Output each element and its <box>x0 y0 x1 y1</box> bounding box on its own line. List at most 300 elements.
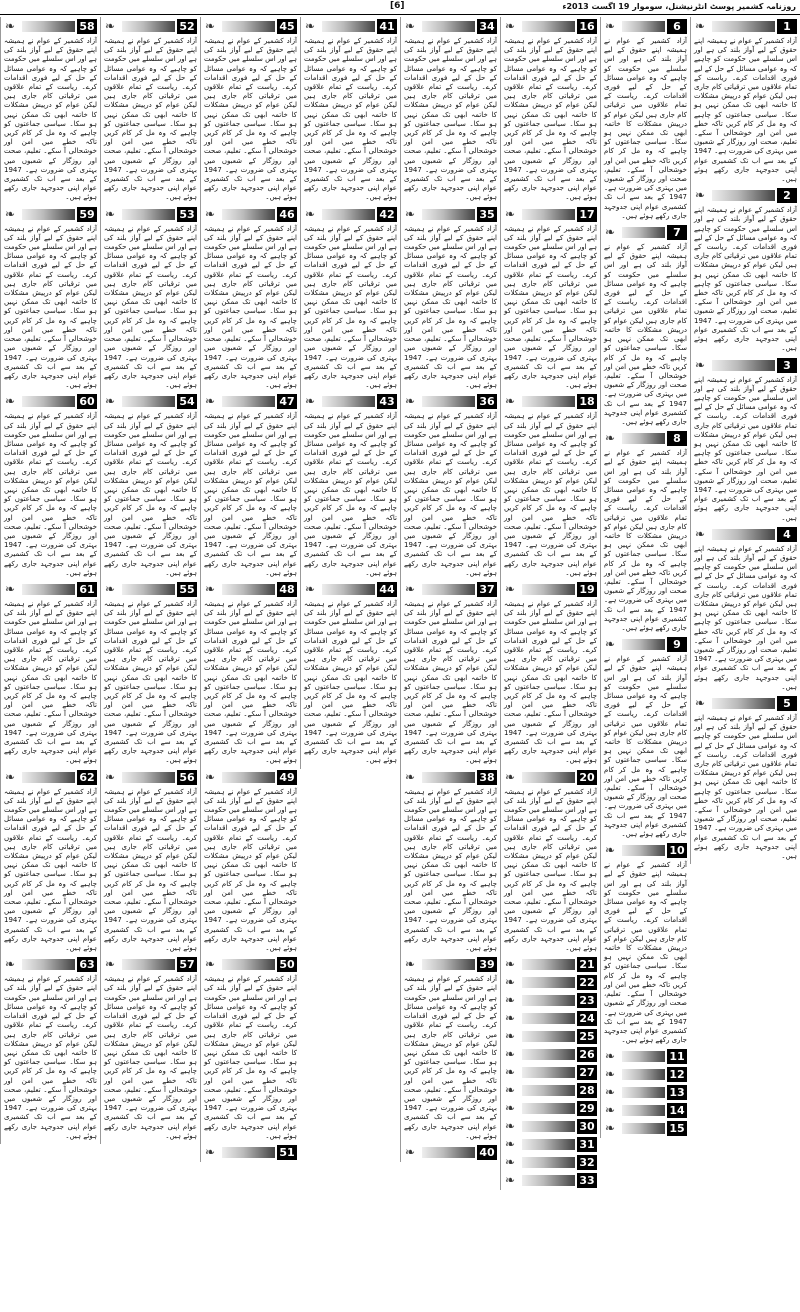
article-text: آزاد کشمیر کے عوام نے ہمیشہ اپنے حقوق کے لیے آواز بلند کی ہے اور اس سلسلے میں حکومت کو چاہیے کہ وہ عوامی مسائل کے حل کے لیے فوری اقدامات کرے۔ ریاست کے تمام علاقوں میں ترقیاتی کام جاری ہیں لیکن عوام کو درپیش مشکلات کا خاتمہ ابھی تک ممکن نہیں ہو سکا۔ سیاسی جماعتوں کو چاہیے کہ وہ مل کر کام کریں تاکہ خطے میں امن اور خوشحالی آ سکے۔ تعلیم، صحت اور روزگار کے شعبوں میں بہتری کی ضرورت ہے۔ 1947 کے بعد سے اب تک کشمیری عوام اپنی جدوجہد جاری رکھے ہوئے ہیں۔ <box>204 37 297 202</box>
header-bar <box>622 1087 665 1098</box>
header-bar <box>522 21 575 32</box>
bird-icon: ❧ <box>605 1049 616 1064</box>
bird-icon: ❧ <box>695 188 706 203</box>
article-text: آزاد کشمیر کے عوام نے ہمیشہ اپنے حقوق کے لیے آواز بلند کی ہے اور اس سلسلے میں حکومت کو چاہیے کہ وہ عوامی مسائل کے حل کے لیے فوری اقدامات کرے۔ ریاست کے تمام علاقوں میں ترقیاتی کام جاری ہیں لیکن عوام کو درپیش مشکلات کا خاتمہ ابھی تک ممکن نہیں ہو سکا۔ سیاسی جماعتوں کو چاہیے کہ وہ مل کر کام کریں تاکہ خطے میں امن اور خوشحالی آ سکے۔ تعلیم، صحت اور روزگار کے شعبوں میں بہتری کی ضرورت ہے۔ 1947 کے بعد سے اب تک کشمیری عوام اپنی جدوجہد جاری رکھے ہوئے ہیں۔ <box>604 37 687 220</box>
header-bar <box>622 21 665 32</box>
bird-icon: ❧ <box>205 957 216 972</box>
section-header <box>694 357 797 374</box>
section-number: 35 <box>477 207 497 222</box>
section-header <box>4 18 97 35</box>
section-number: 3 <box>777 358 797 373</box>
section-number: 7 <box>667 225 687 240</box>
article-column <box>690 17 800 864</box>
bird-icon: ❧ <box>505 1011 516 1026</box>
header-bar <box>22 959 75 970</box>
article-text: آزاد کشمیر کے عوام نے ہمیشہ اپنے حقوق کے لیے آواز بلند کی ہے اور اس سلسلے میں حکومت کو چاہیے کہ وہ عوامی مسائل کے حل کے لیے فوری اقدامات کرے۔ ریاست کے تمام علاقوں میں ترقیاتی کام جاری ہیں لیکن عوام کو درپیش مشکلات کا خاتمہ ابھی تک ممکن نہیں ہو سکا۔ سیاسی جماعتوں کو چاہیے کہ وہ مل کر کام کریں تاکہ خطے میں امن اور خوشحالی آ سکے۔ تعلیم، صحت اور روزگار کے شعبوں میں بہتری کی ضرورت ہے۔ 1947 کے بعد سے اب تک کشمیری عوام اپنی جدوجہد جاری رکھے ہوئے ہیں۔ <box>204 224 297 390</box>
section-header <box>104 581 197 598</box>
bird-icon: ❧ <box>305 581 316 596</box>
section-header <box>604 842 687 859</box>
bird-icon: ❧ <box>205 1144 216 1159</box>
section-header <box>304 393 397 410</box>
section-header <box>504 974 597 991</box>
header-bar <box>222 21 275 32</box>
header-bar <box>422 1147 475 1158</box>
header-bar <box>222 1147 275 1158</box>
section-number: 29 <box>577 1101 597 1116</box>
section-header <box>604 1066 687 1083</box>
bird-icon: ❧ <box>105 769 116 784</box>
article-text: آزاد کشمیر کے عوام نے ہمیشہ اپنے حقوق کے لیے آواز بلند کی ہے اور اس سلسلے میں حکومت کو چاہیے کہ وہ عوامی مسائل کے حل کے لیے فوری اقدامات کرے۔ ریاست کے تمام علاقوں میں ترقیاتی کام جاری ہیں لیکن عوام کو درپیش مشکلات کا خاتمہ ابھی تک ممکن نہیں ہو سکا۔ سیاسی جماعتوں کو چاہیے کہ وہ مل کر کام کریں تاکہ خطے میں امن اور خوشحالی آ سکے۔ تعلیم، صحت اور روزگار کے شعبوں میں بہتری کی ضرورت ہے۔ 1947 کے بعد سے اب تک کشمیری عوام اپنی جدوجہد جاری رکھے ہوئے ہیں۔ <box>4 787 97 953</box>
section-header <box>604 1120 687 1137</box>
bird-icon: ❧ <box>605 225 616 240</box>
section-header <box>694 526 797 543</box>
section-number: 61 <box>77 582 97 597</box>
section-number: 26 <box>577 1047 597 1062</box>
section-number: 25 <box>577 1029 597 1044</box>
article-text: آزاد کشمیر کے عوام نے ہمیشہ اپنے حقوق کے لیے آواز بلند کی ہے اور اس سلسلے میں حکومت کو چاہیے کہ وہ عوامی مسائل کے حل کے لیے فوری اقدامات کرے۔ ریاست کے تمام علاقوں میں ترقیاتی کام جاری ہیں لیکن عوام کو درپیش مشکلات کا خاتمہ ابھی تک ممکن نہیں ہو سکا۔ سیاسی جماعتوں کو چاہیے کہ وہ مل کر کام کریں تاکہ خطے میں امن اور خوشحالی آ سکے۔ تعلیم، صحت اور روزگار کے شعبوں میں بہتری کی ضرورت ہے۔ 1947 کے بعد سے اب تک کشمیری عوام اپنی جدوجہد جاری رکھے ہوئے ہیں۔ <box>404 599 497 765</box>
section-number: 62 <box>77 770 97 785</box>
article-text: آزاد کشمیر کے عوام نے ہمیشہ اپنے حقوق کے لیے آواز بلند کی ہے اور اس سلسلے میں حکومت کو چاہیے کہ وہ عوامی مسائل کے حل کے لیے فوری اقدامات کرے۔ ریاست کے تمام علاقوں میں ترقیاتی کام جاری ہیں لیکن عوام کو درپیش مشکلات کا خاتمہ ابھی تک ممکن نہیں ہو سکا۔ سیاسی جماعتوں کو چاہیے کہ وہ مل کر کام کریں تاکہ خطے میں امن اور خوشحالی آ سکے۔ تعلیم، صحت اور روزگار کے شعبوں میں بہتری کی ضرورت ہے۔ 1947 کے بعد سے اب تک کشمیری عوام اپنی جدوجہد جاری رکھے ہوئے ہیں۔ <box>404 975 497 1140</box>
section-header <box>4 581 97 598</box>
header-bar <box>122 584 175 595</box>
header-bar <box>522 1049 575 1060</box>
masthead <box>0 0 800 15</box>
bird-icon: ❧ <box>695 19 706 33</box>
page-number: [6] <box>390 1 405 11</box>
bird-icon: ❧ <box>105 581 116 596</box>
header-bar <box>422 21 475 32</box>
header-bar <box>22 772 75 783</box>
header-bar <box>122 21 175 32</box>
article-text: آزاد کشمیر کے عوام نے ہمیشہ اپنے حقوق کے لیے آواز بلند کی ہے اور اس سلسلے میں حکومت کو چاہیے کہ وہ عوامی مسائل کے حل کے لیے فوری اقدامات کرے۔ ریاست کے تمام علاقوں میں ترقیاتی کام جاری ہیں لیکن عوام کو درپیش مشکلات کا خاتمہ ابھی تک ممکن نہیں ہو سکا۔ سیاسی جماعتوں کو چاہیے کہ وہ مل کر کام کریں تاکہ خطے میں امن اور خوشحالی آ سکے۔ تعلیم، صحت اور روزگار کے شعبوں میں بہتری کی ضرورت ہے۔ 1947 کے بعد سے اب تک کشمیری عوام اپنی جدوجہد جاری رکھے ہوئے ہیں۔ <box>104 412 197 577</box>
header-bar <box>122 396 175 407</box>
section-header <box>4 769 97 786</box>
section-header <box>504 581 597 598</box>
article-text: آزاد کشمیر کے عوام نے ہمیشہ اپنے حقوق کے لیے آواز بلند کی ہے اور اس سلسلے میں حکومت کو چاہیے کہ وہ عوامی مسائل کے حل کے لیے فوری اقدامات کرے۔ ریاست کے تمام علاقوں میں ترقیاتی کام جاری ہیں لیکن عوام کو درپیش مشکلات کا خاتمہ ابھی تک ممکن نہیں ہو سکا۔ سیاسی جماعتوں کو چاہیے کہ وہ مل کر کام کریں تاکہ خطے میں امن اور خوشحالی آ سکے۔ تعلیم، صحت اور روزگار کے شعبوں میں بہتری کی ضرورت ہے۔ 1947 کے بعد سے اب تک کشمیری عوام اپنی جدوجہد جاری رکھے ہوئے ہیں۔ <box>604 655 687 839</box>
section-header <box>604 636 687 653</box>
article-text: آزاد کشمیر کے عوام نے ہمیشہ اپنے حقوق کے لیے آواز بلند کی ہے اور اس سلسلے میں حکومت کو چاہیے کہ وہ عوامی مسائل کے حل کے لیے فوری اقدامات کرے۔ ریاست کے تمام علاقوں میں ترقیاتی کام جاری ہیں لیکن عوام کو درپیش مشکلات کا خاتمہ ابھی تک ممکن نہیں ہو سکا۔ سیاسی جماعتوں کو چاہیے کہ وہ مل کر کام کریں تاکہ خطے میں امن اور خوشحالی آ سکے۔ تعلیم، صحت اور روزگار کے شعبوں میں بہتری کی ضرورت ہے۔ 1947 کے بعد سے اب تک کشمیری عوام اپنی جدوجہد جاری رکھے ہوئے ہیں۔ <box>4 599 97 765</box>
header-bar <box>622 227 665 238</box>
bird-icon: ❧ <box>5 581 16 596</box>
article-text: آزاد کشمیر کے عوام نے ہمیشہ اپنے حقوق کے لیے آواز بلند کی ہے اور اس سلسلے میں حکومت کو چاہیے کہ وہ عوامی مسائل کے حل کے لیے فوری اقدامات کرے۔ ریاست کے تمام علاقوں میں ترقیاتی کام جاری ہیں لیکن عوام کو درپیش مشکلات کا خاتمہ ابھی تک ممکن نہیں ہو سکا۔ سیاسی جماعتوں کو چاہیے کہ وہ مل کر کام کریں تاکہ خطے میں امن اور خوشحالی آ سکے۔ تعلیم، صحت اور روزگار کے شعبوں میں بہتری کی ضرورت ہے۔ 1947 کے بعد سے اب تک کشمیری عوام اپنی جدوجہد جاری رکھے ہوئے ہیں۔ <box>504 224 597 390</box>
section-header <box>504 206 597 223</box>
section-header <box>604 18 687 35</box>
article-text: آزاد کشمیر کے عوام نے ہمیشہ اپنے حقوق کے لیے آواز بلند کی ہے اور اس سلسلے میں حکومت کو چاہیے کہ وہ عوامی مسائل کے حل کے لیے فوری اقدامات کرے۔ ریاست کے تمام علاقوں میں ترقیاتی کام جاری ہیں لیکن عوام کو درپیش مشکلات کا خاتمہ ابھی تک ممکن نہیں ہو سکا۔ سیاسی جماعتوں کو چاہیے کہ وہ مل کر کام کریں تاکہ خطے میں امن اور خوشحالی آ سکے۔ تعلیم، صحت اور روزگار کے شعبوں میں بہتری کی ضرورت ہے۔ 1947 کے بعد سے اب تک کشمیری عوام اپنی جدوجہد جاری رکھے ہوئے ہیں۔ <box>4 412 97 577</box>
header-bar <box>522 584 575 595</box>
bird-icon: ❧ <box>505 1047 516 1062</box>
header-bar <box>522 1121 575 1132</box>
header-bar <box>422 959 475 970</box>
header-bar <box>122 959 175 970</box>
article-text: آزاد کشمیر کے عوام نے ہمیشہ اپنے حقوق کے لیے آواز بلند کی ہے اور اس سلسلے میں حکومت کو چاہیے کہ وہ عوامی مسائل کے حل کے لیے فوری اقدامات کرے۔ ریاست کے تمام علاقوں میں ترقیاتی کام جاری ہیں لیکن عوام کو درپیش مشکلات کا خاتمہ ابھی تک ممکن نہیں ہو سکا۔ سیاسی جماعتوں کو چاہیے کہ وہ مل کر کام کریں تاکہ خطے میں امن اور خوشحالی آ سکے۔ تعلیم، صحت اور روزگار کے شعبوں میں بہتری کی ضرورت ہے۔ 1947 کے بعد سے اب تک کشمیری عوام اپنی جدوجہد جاری رکھے ہوئے ہیں۔ <box>694 375 797 522</box>
article-text: آزاد کشمیر کے عوام نے ہمیشہ اپنے حقوق کے لیے آواز بلند کی ہے اور اس سلسلے میں حکومت کو چاہیے کہ وہ عوامی مسائل کے حل کے لیے فوری اقدامات کرے۔ ریاست کے تمام علاقوں میں ترقیاتی کام جاری ہیں لیکن عوام کو درپیش مشکلات کا خاتمہ ابھی تک ممکن نہیں ہو سکا۔ سیاسی جماعتوں کو چاہیے کہ وہ مل کر کام کریں تاکہ خطے میں امن اور خوشحالی آ سکے۔ تعلیم، صحت اور روزگار کے شعبوں میں بہتری کی ضرورت ہے۔ 1947 کے بعد سے اب تک کشمیری عوام اپنی جدوجہد جاری رکھے ہوئے ہیں۔ <box>694 37 797 184</box>
bird-icon: ❧ <box>5 206 16 221</box>
section-number: 1 <box>777 19 797 34</box>
article-text: آزاد کشمیر کے عوام نے ہمیشہ اپنے حقوق کے لیے آواز بلند کی ہے اور اس سلسلے میں حکومت کو چاہیے کہ وہ عوامی مسائل کے حل کے لیے فوری اقدامات کرے۔ ریاست کے تمام علاقوں میں ترقیاتی کام جاری ہیں لیکن عوام کو درپیش مشکلات کا خاتمہ ابھی تک ممکن نہیں ہو سکا۔ سیاسی جماعتوں کو چاہیے کہ وہ مل کر کام کریں تاکہ خطے میں امن اور خوشحالی آ سکے۔ تعلیم، صحت اور روزگار کے شعبوں میں بہتری کی ضرورت ہے۔ 1947 کے بعد سے اب تک کشمیری عوام اپنی جدوجہد جاری رکھے ہوئے ہیں۔ <box>604 449 687 632</box>
header-bar <box>712 529 775 540</box>
header-bar <box>422 396 475 407</box>
article-text: آزاد کشمیر کے عوام نے ہمیشہ اپنے حقوق کے لیے آواز بلند کی ہے اور اس سلسلے میں حکومت کو چاہیے کہ وہ عوامی مسائل کے حل کے لیے فوری اقدامات کرے۔ ریاست کے تمام علاقوں میں ترقیاتی کام جاری ہیں لیکن عوام کو درپیش مشکلات کا خاتمہ ابھی تک ممکن نہیں ہو سکا۔ سیاسی جماعتوں کو چاہیے کہ وہ مل کر کام کریں تاکہ خطے میں امن اور خوشحالی آ سکے۔ تعلیم، صحت اور روزگار کے شعبوں میں بہتری کی ضرورت ہے۔ 1947 کے بعد سے اب تک کشمیری عوام اپنی جدوجہد جاری رکھے ہوئے ہیں۔ <box>204 412 297 577</box>
article-text: آزاد کشمیر کے عوام نے ہمیشہ اپنے حقوق کے لیے آواز بلند کی ہے اور اس سلسلے میں حکومت کو چاہیے کہ وہ عوامی مسائل کے حل کے لیے فوری اقدامات کرے۔ ریاست کے تمام علاقوں میں ترقیاتی کام جاری ہیں لیکن عوام کو درپیش مشکلات کا خاتمہ ابھی تک ممکن نہیں ہو سکا۔ سیاسی جماعتوں کو چاہیے کہ وہ مل کر کام کریں تاکہ خطے میں امن اور خوشحالی آ سکے۔ تعلیم، صحت اور روزگار کے شعبوں میں بہتری کی ضرورت ہے۔ 1947 کے بعد سے اب تک کشمیری عوام اپنی جدوجہد جاری رکھے ہوئے ہیں۔ <box>504 412 597 577</box>
section-number: 47 <box>277 394 297 409</box>
bird-icon: ❧ <box>5 769 16 784</box>
section-header <box>504 1082 597 1099</box>
header-bar <box>22 21 75 32</box>
section-number: 8 <box>667 431 687 446</box>
section-number: 17 <box>577 207 597 222</box>
section-number: 59 <box>77 207 97 222</box>
section-number: 11 <box>667 1049 687 1064</box>
section-number: 46 <box>277 207 297 222</box>
header-bar <box>222 959 275 970</box>
section-header <box>204 1144 297 1161</box>
header-bar <box>422 772 475 783</box>
header-bar <box>322 584 375 595</box>
article-text: آزاد کشمیر کے عوام نے ہمیشہ اپنے حقوق کے لیے آواز بلند کی ہے اور اس سلسلے میں حکومت کو چاہیے کہ وہ عوامی مسائل کے حل کے لیے فوری اقدامات کرے۔ ریاست کے تمام علاقوں میں ترقیاتی کام جاری ہیں لیکن عوام کو درپیش مشکلات کا خاتمہ ابھی تک ممکن نہیں ہو سکا۔ سیاسی جماعتوں کو چاہیے کہ وہ مل کر کام کریں تاکہ خطے میں امن اور خوشحالی آ سکے۔ تعلیم، صحت اور روزگار کے شعبوں میں بہتری کی ضرورت ہے۔ 1947 کے بعد سے اب تک کشمیری عوام اپنی جدوجہد جاری رکھے ہوئے ہیں۔ <box>504 787 597 953</box>
header-bar <box>622 639 665 650</box>
header-bar <box>622 433 665 444</box>
bird-icon: ❧ <box>205 769 216 784</box>
section-number: 60 <box>77 394 97 409</box>
section-number: 51 <box>277 1145 297 1160</box>
bird-icon: ❧ <box>695 357 706 372</box>
bird-icon: ❧ <box>605 431 616 446</box>
bird-icon: ❧ <box>405 19 416 33</box>
bird-icon: ❧ <box>505 1029 516 1044</box>
section-number: 16 <box>577 19 597 34</box>
header-bar <box>322 21 375 32</box>
article-text: آزاد کشمیر کے عوام نے ہمیشہ اپنے حقوق کے لیے آواز بلند کی ہے اور اس سلسلے میں حکومت کو چاہیے کہ وہ عوامی مسائل کے حل کے لیے فوری اقدامات کرے۔ ریاست کے تمام علاقوں میں ترقیاتی کام جاری ہیں لیکن عوام کو درپیش مشکلات کا خاتمہ ابھی تک ممکن نہیں ہو سکا۔ سیاسی جماعتوں کو چاہیے کہ وہ مل کر کام کریں تاکہ خطے میں امن اور خوشحالی آ سکے۔ تعلیم، صحت اور روزگار کے شعبوں میں بہتری کی ضرورت ہے۔ 1947 کے بعد سے اب تک کشمیری عوام اپنی جدوجہد جاری رکھے ہوئے ہیں۔ <box>604 861 687 1045</box>
article-column <box>600 17 690 1138</box>
section-number: 22 <box>577 975 597 990</box>
header-bar <box>522 1157 575 1168</box>
header-bar <box>712 698 775 709</box>
section-header <box>304 581 397 598</box>
header-bar <box>522 772 575 783</box>
bird-icon: ❧ <box>505 1137 516 1152</box>
header-bar <box>22 209 75 220</box>
section-header <box>504 1136 597 1153</box>
section-number: 13 <box>667 1085 687 1100</box>
section-header <box>304 18 397 35</box>
section-header <box>404 393 497 410</box>
bird-icon: ❧ <box>405 394 416 409</box>
article-text: آزاد کشمیر کے عوام نے ہمیشہ اپنے حقوق کے لیے آواز بلند کی ہے اور اس سلسلے میں حکومت کو چاہیے کہ وہ عوامی مسائل کے حل کے لیے فوری اقدامات کرے۔ ریاست کے تمام علاقوں میں ترقیاتی کام جاری ہیں لیکن عوام کو درپیش مشکلات کا خاتمہ ابھی تک ممکن نہیں ہو سکا۔ سیاسی جماعتوں کو چاہیے کہ وہ مل کر کام کریں تاکہ خطے میں امن اور خوشحالی آ سکے۔ تعلیم، صحت اور روزگار کے شعبوں میں بہتری کی ضرورت ہے۔ 1947 کے بعد سے اب تک کشمیری عوام اپنی جدوجہد جاری رکھے ہوئے ہیں۔ <box>404 37 497 202</box>
header-bar <box>622 845 665 856</box>
header-bar <box>522 1085 575 1096</box>
section-number: 40 <box>477 1145 497 1160</box>
section-header <box>204 956 297 973</box>
bird-icon: ❧ <box>205 394 216 409</box>
section-number: 19 <box>577 582 597 597</box>
section-header <box>204 206 297 223</box>
bird-icon: ❧ <box>405 581 416 596</box>
header-bar <box>122 772 175 783</box>
bird-icon: ❧ <box>605 637 616 652</box>
article-column <box>500 17 600 1190</box>
article-column <box>400 17 500 1162</box>
article-column <box>200 17 300 1162</box>
section-number: 12 <box>667 1067 687 1082</box>
article-text: آزاد کشمیر کے عوام نے ہمیشہ اپنے حقوق کے لیے آواز بلند کی ہے اور اس سلسلے میں حکومت کو چاہیے کہ وہ عوامی مسائل کے حل کے لیے فوری اقدامات کرے۔ ریاست کے تمام علاقوں میں ترقیاتی کام جاری ہیں لیکن عوام کو درپیش مشکلات کا خاتمہ ابھی تک ممکن نہیں ہو سکا۔ سیاسی جماعتوں کو چاہیے کہ وہ مل کر کام کریں تاکہ خطے میں امن اور خوشحالی آ سکے۔ تعلیم، صحت اور روزگار کے شعبوں میں بہتری کی ضرورت ہے۔ 1947 کے بعد سے اب تک کشمیری عوام اپنی جدوجہد جاری رکھے ہوئے ہیں۔ <box>504 599 597 765</box>
section-header <box>104 393 197 410</box>
section-header <box>604 1084 687 1101</box>
section-number: 37 <box>477 582 497 597</box>
section-number: 9 <box>667 637 687 652</box>
bird-icon: ❧ <box>505 957 516 972</box>
section-header <box>504 1172 597 1189</box>
article-text: آزاد کشمیر کے عوام نے ہمیشہ اپنے حقوق کے لیے آواز بلند کی ہے اور اس سلسلے میں حکومت کو چاہیے کہ وہ عوامی مسائل کے حل کے لیے فوری اقدامات کرے۔ ریاست کے تمام علاقوں میں ترقیاتی کام جاری ہیں لیکن عوام کو درپیش مشکلات کا خاتمہ ابھی تک ممکن نہیں ہو سکا۔ سیاسی جماعتوں کو چاہیے کہ وہ مل کر کام کریں تاکہ خطے میں امن اور خوشحالی آ سکے۔ تعلیم، صحت اور روزگار کے شعبوں میں بہتری کی ضرورت ہے۔ 1947 کے بعد سے اب تک کشمیری عوام اپنی جدوجہد جاری رکھے ہوئے ہیں۔ <box>204 787 297 953</box>
section-header <box>504 956 597 973</box>
section-number: 6 <box>667 19 687 34</box>
header-bar <box>522 1031 575 1042</box>
bird-icon: ❧ <box>205 581 216 596</box>
section-header <box>694 187 797 204</box>
header-bar <box>522 1175 575 1186</box>
section-number: 30 <box>577 1119 597 1134</box>
section-number: 2 <box>777 188 797 203</box>
section-header <box>104 18 197 35</box>
article-text: آزاد کشمیر کے عوام نے ہمیشہ اپنے حقوق کے لیے آواز بلند کی ہے اور اس سلسلے میں حکومت کو چاہیے کہ وہ عوامی مسائل کے حل کے لیے فوری اقدامات کرے۔ ریاست کے تمام علاقوں میں ترقیاتی کام جاری ہیں لیکن عوام کو درپیش مشکلات کا خاتمہ ابھی تک ممکن نہیں ہو سکا۔ سیاسی جماعتوں کو چاہیے کہ وہ مل کر کام کریں تاکہ خطے میں امن اور خوشحالی آ سکے۔ تعلیم، صحت اور روزگار کے شعبوں میں بہتری کی ضرورت ہے۔ 1947 کے بعد سے اب تک کشمیری عوام اپنی جدوجہد جاری رکھے ہوئے ہیں۔ <box>504 37 597 202</box>
header-bar <box>622 1069 665 1080</box>
section-number: 49 <box>277 770 297 785</box>
section-header <box>694 18 797 35</box>
section-header <box>304 206 397 223</box>
section-header <box>104 769 197 786</box>
section-number: 31 <box>577 1137 597 1152</box>
article-text: آزاد کشمیر کے عوام نے ہمیشہ اپنے حقوق کے لیے آواز بلند کی ہے اور اس سلسلے میں حکومت کو چاہیے کہ وہ عوامی مسائل کے حل کے لیے فوری اقدامات کرے۔ ریاست کے تمام علاقوں میں ترقیاتی کام جاری ہیں لیکن عوام کو درپیش مشکلات کا خاتمہ ابھی تک ممکن نہیں ہو سکا۔ سیاسی جماعتوں کو چاہیے کہ وہ مل کر کام کریں تاکہ خطے میں امن اور خوشحالی آ سکے۔ تعلیم، صحت اور روزگار کے شعبوں میں بہتری کی ضرورت ہے۔ 1947 کے بعد سے اب تک کشمیری عوام اپنی جدوجہد جاری رکھے ہوئے ہیں۔ <box>104 599 197 765</box>
section-number: 53 <box>177 207 197 222</box>
header-bar <box>522 1067 575 1078</box>
bird-icon: ❧ <box>405 769 416 784</box>
bird-icon: ❧ <box>505 206 516 221</box>
section-header <box>204 393 297 410</box>
header-bar <box>522 396 575 407</box>
section-number: 38 <box>477 770 497 785</box>
section-number: 41 <box>377 19 397 34</box>
section-header <box>604 224 687 241</box>
article-text: آزاد کشمیر کے عوام نے ہمیشہ اپنے حقوق کے لیے آواز بلند کی ہے اور اس سلسلے میں حکومت کو چاہیے کہ وہ عوامی مسائل کے حل کے لیے فوری اقدامات کرے۔ ریاست کے تمام علاقوں میں ترقیاتی کام جاری ہیں لیکن عوام کو درپیش مشکلات کا خاتمہ ابھی تک ممکن نہیں ہو سکا۔ سیاسی جماعتوں کو چاہیے کہ وہ مل کر کام کریں تاکہ خطے میں امن اور خوشحالی آ سکے۔ تعلیم، صحت اور روزگار کے شعبوں میں بہتری کی ضرورت ہے۔ 1947 کے بعد سے اب تک کشمیری عوام اپنی جدوجہد جاری رکھے ہوئے ہیں۔ <box>694 206 797 353</box>
header-bar <box>222 772 275 783</box>
bird-icon: ❧ <box>605 1121 616 1136</box>
article-text: آزاد کشمیر کے عوام نے ہمیشہ اپنے حقوق کے لیے آواز بلند کی ہے اور اس سلسلے میں حکومت کو چاہیے کہ وہ عوامی مسائل کے حل کے لیے فوری اقدامات کرے۔ ریاست کے تمام علاقوں میں ترقیاتی کام جاری ہیں لیکن عوام کو درپیش مشکلات کا خاتمہ ابھی تک ممکن نہیں ہو سکا۔ سیاسی جماعتوں کو چاہیے کہ وہ مل کر کام کریں تاکہ خطے میں امن اور خوشحالی آ سکے۔ تعلیم، صحت اور روزگار کے شعبوں میں بہتری کی ضرورت ہے۔ 1947 کے بعد سے اب تک کشمیری عوام اپنی جدوجہد جاری رکھے ہوئے ہیں۔ <box>404 787 497 953</box>
bird-icon: ❧ <box>5 394 16 409</box>
bird-icon: ❧ <box>5 957 16 972</box>
section-header <box>404 581 497 598</box>
section-number: 56 <box>177 770 197 785</box>
bird-icon: ❧ <box>505 1119 516 1134</box>
section-header <box>504 1100 597 1117</box>
header-bar <box>322 396 375 407</box>
section-header <box>204 18 297 35</box>
section-number: 4 <box>777 527 797 542</box>
section-header <box>404 1144 497 1161</box>
bird-icon: ❧ <box>105 957 116 972</box>
section-number: 33 <box>577 1173 597 1188</box>
article-text: آزاد کشمیر کے عوام نے ہمیشہ اپنے حقوق کے لیے آواز بلند کی ہے اور اس سلسلے میں حکومت کو چاہیے کہ وہ عوامی مسائل کے حل کے لیے فوری اقدامات کرے۔ ریاست کے تمام علاقوں میں ترقیاتی کام جاری ہیں لیکن عوام کو درپیش مشکلات کا خاتمہ ابھی تک ممکن نہیں ہو سکا۔ سیاسی جماعتوں کو چاہیے کہ وہ مل کر کام کریں تاکہ خطے میں امن اور خوشحالی آ سکے۔ تعلیم، صحت اور روزگار کے شعبوں میں بہتری کی ضرورت ہے۔ 1947 کے بعد سے اب تک کشمیری عوام اپنی جدوجہد جاری رکھے ہوئے ہیں۔ <box>404 412 497 577</box>
bird-icon: ❧ <box>505 19 516 33</box>
article-text: آزاد کشمیر کے عوام نے ہمیشہ اپنے حقوق کے لیے آواز بلند کی ہے اور اس سلسلے میں حکومت کو چاہیے کہ وہ عوامی مسائل کے حل کے لیے فوری اقدامات کرے۔ ریاست کے تمام علاقوں میں ترقیاتی کام جاری ہیں لیکن عوام کو درپیش مشکلات کا خاتمہ ابھی تک ممکن نہیں ہو سکا۔ سیاسی جماعتوں کو چاہیے کہ وہ مل کر کام کریں تاکہ خطے میں امن اور خوشحالی آ سکے۔ تعلیم، صحت اور روزگار کے شعبوں میں بہتری کی ضرورت ہے۔ 1947 کے بعد سے اب تک کشمیری عوام اپنی جدوجہد جاری رکھے ہوئے ہیں۔ <box>304 412 397 577</box>
header-bar <box>522 209 575 220</box>
bird-icon: ❧ <box>605 19 616 33</box>
section-header <box>604 1048 687 1065</box>
section-header <box>104 956 197 973</box>
bird-icon: ❧ <box>505 1155 516 1170</box>
section-number: 54 <box>177 394 197 409</box>
bird-icon: ❧ <box>505 769 516 784</box>
bird-icon: ❧ <box>505 1065 516 1080</box>
section-header <box>604 430 687 447</box>
section-header <box>104 206 197 223</box>
bird-icon: ❧ <box>405 1144 416 1159</box>
bird-icon: ❧ <box>605 1103 616 1118</box>
section-number: 50 <box>277 957 297 972</box>
bird-icon: ❧ <box>305 19 316 33</box>
article-text: آزاد کشمیر کے عوام نے ہمیشہ اپنے حقوق کے لیے آواز بلند کی ہے اور اس سلسلے میں حکومت کو چاہیے کہ وہ عوامی مسائل کے حل کے لیے فوری اقدامات کرے۔ ریاست کے تمام علاقوں میں ترقیاتی کام جاری ہیں لیکن عوام کو درپیش مشکلات کا خاتمہ ابھی تک ممکن نہیں ہو سکا۔ سیاسی جماعتوں کو چاہیے کہ وہ مل کر کام کریں تاکہ خطے میں امن اور خوشحالی آ سکے۔ تعلیم، صحت اور روزگار کے شعبوں میں بہتری کی ضرورت ہے۔ 1947 کے بعد سے اب تک کشمیری عوام اپنی جدوجہد جاری رکھے ہوئے ہیں۔ <box>4 975 97 1140</box>
bird-icon: ❧ <box>105 19 116 33</box>
header-bar <box>712 21 775 32</box>
bird-icon: ❧ <box>405 957 416 972</box>
bird-icon: ❧ <box>505 581 516 596</box>
bird-icon: ❧ <box>605 1067 616 1082</box>
section-header <box>504 393 597 410</box>
article-text: آزاد کشمیر کے عوام نے ہمیشہ اپنے حقوق کے لیے آواز بلند کی ہے اور اس سلسلے میں حکومت کو چاہیے کہ وہ عوامی مسائل کے حل کے لیے فوری اقدامات کرے۔ ریاست کے تمام علاقوں میں ترقیاتی کام جاری ہیں لیکن عوام کو درپیش مشکلات کا خاتمہ ابھی تک ممکن نہیں ہو سکا۔ سیاسی جماعتوں کو چاہیے کہ وہ مل کر کام کریں تاکہ خطے میں امن اور خوشحالی آ سکے۔ تعلیم، صحت اور روزگار کے شعبوں میں بہتری کی ضرورت ہے۔ 1947 کے بعد سے اب تک کشمیری عوام اپنی جدوجہد جاری رکھے ہوئے ہیں۔ <box>104 224 197 390</box>
bird-icon: ❧ <box>305 394 316 409</box>
section-number: 24 <box>577 1011 597 1026</box>
section-header <box>404 956 497 973</box>
section-number: 52 <box>177 19 197 34</box>
section-header <box>504 1154 597 1171</box>
article-text: آزاد کشمیر کے عوام نے ہمیشہ اپنے حقوق کے لیے آواز بلند کی ہے اور اس سلسلے میں حکومت کو چاہیے کہ وہ عوامی مسائل کے حل کے لیے فوری اقدامات کرے۔ ریاست کے تمام علاقوں میں ترقیاتی کام جاری ہیں لیکن عوام کو درپیش مشکلات کا خاتمہ ابھی تک ممکن نہیں ہو سکا۔ سیاسی جماعتوں کو چاہیے کہ وہ مل کر کام کریں تاکہ خطے میں امن اور خوشحالی آ سکے۔ تعلیم، صحت اور روزگار کے شعبوں میں بہتری کی ضرورت ہے۔ 1947 کے بعد سے اب تک کشمیری عوام اپنی جدوجہد جاری رکھے ہوئے ہیں۔ <box>304 224 397 390</box>
section-header <box>404 18 497 35</box>
section-number: 57 <box>177 957 197 972</box>
header-bar <box>22 584 75 595</box>
article-text: آزاد کشمیر کے عوام نے ہمیشہ اپنے حقوق کے لیے آواز بلند کی ہے اور اس سلسلے میں حکومت کو چاہیے کہ وہ عوامی مسائل کے حل کے لیے فوری اقدامات کرے۔ ریاست کے تمام علاقوں میں ترقیاتی کام جاری ہیں لیکن عوام کو درپیش مشکلات کا خاتمہ ابھی تک ممکن نہیں ہو سکا۔ سیاسی جماعتوں کو چاہیے کہ وہ مل کر کام کریں تاکہ خطے میں امن اور خوشحالی آ سکے۔ تعلیم، صحت اور روزگار کے شعبوں میں بہتری کی ضرورت ہے۔ 1947 کے بعد سے اب تک کشمیری عوام اپنی جدوجہد جاری رکھے ہوئے ہیں۔ <box>694 544 797 691</box>
section-number: 28 <box>577 1083 597 1098</box>
section-number: 32 <box>577 1155 597 1170</box>
section-number: 39 <box>477 957 497 972</box>
bird-icon: ❧ <box>695 526 706 541</box>
article-text: آزاد کشمیر کے عوام نے ہمیشہ اپنے حقوق کے لیے آواز بلند کی ہے اور اس سلسلے میں حکومت کو چاہیے کہ وہ عوامی مسائل کے حل کے لیے فوری اقدامات کرے۔ ریاست کے تمام علاقوں میں ترقیاتی کام جاری ہیں لیکن عوام کو درپیش مشکلات کا خاتمہ ابھی تک ممکن نہیں ہو سکا۔ سیاسی جماعتوں کو چاہیے کہ وہ مل کر کام کریں تاکہ خطے میں امن اور خوشحالی آ سکے۔ تعلیم، صحت اور روزگار کے شعبوں میں بہتری کی ضرورت ہے۔ 1947 کے بعد سے اب تک کشمیری عوام اپنی جدوجہد جاری رکھے ہوئے ہیں۔ <box>4 37 97 202</box>
section-number: 58 <box>77 19 97 34</box>
bird-icon: ❧ <box>605 843 616 858</box>
header-bar <box>522 1013 575 1024</box>
section-number: 18 <box>577 394 597 409</box>
header-bar <box>22 396 75 407</box>
section-header <box>504 769 597 786</box>
header-bar <box>522 1103 575 1114</box>
section-number: 21 <box>577 957 597 972</box>
header-bar <box>712 190 775 201</box>
header-bar <box>222 584 275 595</box>
section-number: 23 <box>577 993 597 1008</box>
section-number: 45 <box>277 19 297 34</box>
section-header <box>504 1118 597 1135</box>
bird-icon: ❧ <box>505 394 516 409</box>
section-header <box>504 18 597 35</box>
article-column <box>300 17 400 769</box>
bird-icon: ❧ <box>205 206 216 221</box>
section-header <box>504 1028 597 1045</box>
section-header <box>404 769 497 786</box>
article-text: آزاد کشمیر کے عوام نے ہمیشہ اپنے حقوق کے لیے آواز بلند کی ہے اور اس سلسلے میں حکومت کو چاہیے کہ وہ عوامی مسائل کے حل کے لیے فوری اقدامات کرے۔ ریاست کے تمام علاقوں میں ترقیاتی کام جاری ہیں لیکن عوام کو درپیش مشکلات کا خاتمہ ابھی تک ممکن نہیں ہو سکا۔ سیاسی جماعتوں کو چاہیے کہ وہ مل کر کام کریں تاکہ خطے میں امن اور خوشحالی آ سکے۔ تعلیم، صحت اور روزگار کے شعبوں میں بہتری کی ضرورت ہے۔ 1947 کے بعد سے اب تک کشمیری عوام اپنی جدوجہد جاری رکھے ہوئے ہیں۔ <box>104 37 197 202</box>
section-number: 20 <box>577 770 597 785</box>
article-column <box>100 17 200 1144</box>
article-column <box>0 17 100 1144</box>
header-bar <box>322 209 375 220</box>
article-text: آزاد کشمیر کے عوام نے ہمیشہ اپنے حقوق کے لیے آواز بلند کی ہے اور اس سلسلے میں حکومت کو چاہیے کہ وہ عوامی مسائل کے حل کے لیے فوری اقدامات کرے۔ ریاست کے تمام علاقوں میں ترقیاتی کام جاری ہیں لیکن عوام کو درپیش مشکلات کا خاتمہ ابھی تک ممکن نہیں ہو سکا۔ سیاسی جماعتوں کو چاہیے کہ وہ مل کر کام کریں تاکہ خطے میں امن اور خوشحالی آ سکے۔ تعلیم، صحت اور روزگار کے شعبوں میں بہتری کی ضرورت ہے۔ 1947 کے بعد سے اب تک کشمیری عوام اپنی جدوجہد جاری رکھے ہوئے ہیں۔ <box>604 243 687 426</box>
section-number: 44 <box>377 582 397 597</box>
section-number: 63 <box>77 957 97 972</box>
section-number: 48 <box>277 582 297 597</box>
section-header <box>4 956 97 973</box>
header-bar <box>522 959 575 970</box>
bird-icon: ❧ <box>5 19 16 33</box>
article-text: آزاد کشمیر کے عوام نے ہمیشہ اپنے حقوق کے لیے آواز بلند کی ہے اور اس سلسلے میں حکومت کو چاہیے کہ وہ عوامی مسائل کے حل کے لیے فوری اقدامات کرے۔ ریاست کے تمام علاقوں میں ترقیاتی کام جاری ہیں لیکن عوام کو درپیش مشکلات کا خاتمہ ابھی تک ممکن نہیں ہو سکا۔ سیاسی جماعتوں کو چاہیے کہ وہ مل کر کام کریں تاکہ خطے میں امن اور خوشحالی آ سکے۔ تعلیم، صحت اور روزگار کے شعبوں میں بہتری کی ضرورت ہے۔ 1947 کے بعد سے اب تک کشمیری عوام اپنی جدوجہد جاری رکھے ہوئے ہیں۔ <box>304 37 397 202</box>
section-number: 43 <box>377 394 397 409</box>
bird-icon: ❧ <box>105 394 116 409</box>
section-header <box>694 695 797 712</box>
section-number: 42 <box>377 207 397 222</box>
section-header <box>604 1102 687 1119</box>
section-header <box>504 992 597 1009</box>
header-bar <box>522 1139 575 1150</box>
bird-icon: ❧ <box>695 696 706 710</box>
bird-icon: ❧ <box>505 975 516 990</box>
section-header <box>404 206 497 223</box>
section-number: 27 <box>577 1065 597 1080</box>
header-bar <box>522 977 575 988</box>
bird-icon: ❧ <box>505 1083 516 1098</box>
article-text: آزاد کشمیر کے عوام نے ہمیشہ اپنے حقوق کے لیے آواز بلند کی ہے اور اس سلسلے میں حکومت کو چاہیے کہ وہ عوامی مسائل کے حل کے لیے فوری اقدامات کرے۔ ریاست کے تمام علاقوں میں ترقیاتی کام جاری ہیں لیکن عوام کو درپیش مشکلات کا خاتمہ ابھی تک ممکن نہیں ہو سکا۔ سیاسی جماعتوں کو چاہیے کہ وہ مل کر کام کریں تاکہ خطے میں امن اور خوشحالی آ سکے۔ تعلیم، صحت اور روزگار کے شعبوں میں بہتری کی ضرورت ہے۔ 1947 کے بعد سے اب تک کشمیری عوام اپنی جدوجہد جاری رکھے ہوئے ہیں۔ <box>104 975 197 1140</box>
header-bar <box>622 1105 665 1116</box>
article-text: آزاد کشمیر کے عوام نے ہمیشہ اپنے حقوق کے لیے آواز بلند کی ہے اور اس سلسلے میں حکومت کو چاہیے کہ وہ عوامی مسائل کے حل کے لیے فوری اقدامات کرے۔ ریاست کے تمام علاقوں میں ترقیاتی کام جاری ہیں لیکن عوام کو درپیش مشکلات کا خاتمہ ابھی تک ممکن نہیں ہو سکا۔ سیاسی جماعتوں کو چاہیے کہ وہ مل کر کام کریں تاکہ خطے میں امن اور خوشحالی آ سکے۔ تعلیم، صحت اور روزگار کے شعبوں میں بہتری کی ضرورت ہے۔ 1947 کے بعد سے اب تک کشمیری عوام اپنی جدوجہد جاری رکھے ہوئے ہیں۔ <box>204 599 297 765</box>
section-header <box>204 581 297 598</box>
bird-icon: ❧ <box>505 1173 516 1188</box>
section-number: 15 <box>667 1121 687 1136</box>
section-number: 10 <box>667 843 687 858</box>
bird-icon: ❧ <box>605 1085 616 1100</box>
bird-icon: ❧ <box>205 19 216 33</box>
article-text: آزاد کشمیر کے عوام نے ہمیشہ اپنے حقوق کے لیے آواز بلند کی ہے اور اس سلسلے میں حکومت کو چاہیے کہ وہ عوامی مسائل کے حل کے لیے فوری اقدامات کرے۔ ریاست کے تمام علاقوں میں ترقیاتی کام جاری ہیں لیکن عوام کو درپیش مشکلات کا خاتمہ ابھی تک ممکن نہیں ہو سکا۔ سیاسی جماعتوں کو چاہیے کہ وہ مل کر کام کریں تاکہ خطے میں امن اور خوشحالی آ سکے۔ تعلیم، صحت اور روزگار کے شعبوں میں بہتری کی ضرورت ہے۔ 1947 کے بعد سے اب تک کشمیری عوام اپنی جدوجہد جاری رکھے ہوئے ہیں۔ <box>404 224 497 390</box>
section-number: 55 <box>177 582 197 597</box>
bird-icon: ❧ <box>505 1101 516 1116</box>
bird-icon: ❧ <box>405 206 416 221</box>
article-text: آزاد کشمیر کے عوام نے ہمیشہ اپنے حقوق کے لیے آواز بلند کی ہے اور اس سلسلے میں حکومت کو چاہیے کہ وہ عوامی مسائل کے حل کے لیے فوری اقدامات کرے۔ ریاست کے تمام علاقوں میں ترقیاتی کام جاری ہیں لیکن عوام کو درپیش مشکلات کا خاتمہ ابھی تک ممکن نہیں ہو سکا۔ سیاسی جماعتوں کو چاہیے کہ وہ مل کر کام کریں تاکہ خطے میں امن اور خوشحالی آ سکے۔ تعلیم، صحت اور روزگار کے شعبوں میں بہتری کی ضرورت ہے۔ 1947 کے بعد سے اب تک کشمیری عوام اپنی جدوجہد جاری رکھے ہوئے ہیں۔ <box>104 787 197 953</box>
section-number: 34 <box>477 19 497 34</box>
header-bar <box>122 209 175 220</box>
bird-icon: ❧ <box>105 206 116 221</box>
section-header <box>504 1046 597 1063</box>
header-bar <box>622 1051 665 1062</box>
section-header <box>4 206 97 223</box>
header-bar <box>222 396 275 407</box>
header-bar <box>422 209 475 220</box>
section-number: 5 <box>777 696 797 711</box>
header-bar <box>712 360 775 371</box>
section-header <box>204 769 297 786</box>
bird-icon: ❧ <box>505 993 516 1008</box>
header-bar <box>422 584 475 595</box>
article-text: آزاد کشمیر کے عوام نے ہمیشہ اپنے حقوق کے لیے آواز بلند کی ہے اور اس سلسلے میں حکومت کو چاہیے کہ وہ عوامی مسائل کے حل کے لیے فوری اقدامات کرے۔ ریاست کے تمام علاقوں میں ترقیاتی کام جاری ہیں لیکن عوام کو درپیش مشکلات کا خاتمہ ابھی تک ممکن نہیں ہو سکا۔ سیاسی جماعتوں کو چاہیے کہ وہ مل کر کام کریں تاکہ خطے میں امن اور خوشحالی آ سکے۔ تعلیم، صحت اور روزگار کے شعبوں میں بہتری کی ضرورت ہے۔ 1947 کے بعد سے اب تک کشمیری عوام اپنی جدوجہد جاری رکھے ہوئے ہیں۔ <box>4 224 97 390</box>
header-bar <box>222 209 275 220</box>
header-bar <box>622 1123 665 1134</box>
article-text: آزاد کشمیر کے عوام نے ہمیشہ اپنے حقوق کے لیے آواز بلند کی ہے اور اس سلسلے میں حکومت کو چاہیے کہ وہ عوامی مسائل کے حل کے لیے فوری اقدامات کرے۔ ریاست کے تمام علاقوں میں ترقیاتی کام جاری ہیں لیکن عوام کو درپیش مشکلات کا خاتمہ ابھی تک ممکن نہیں ہو سکا۔ سیاسی جماعتوں کو چاہیے کہ وہ مل کر کام کریں تاکہ خطے میں امن اور خوشحالی آ سکے۔ تعلیم، صحت اور روزگار کے شعبوں میں بہتری کی ضرورت ہے۔ 1947 کے بعد سے اب تک کشمیری عوام اپنی جدوجہد جاری رکھے ہوئے ہیں۔ <box>304 599 397 765</box>
header-bar <box>522 995 575 1006</box>
bird-icon: ❧ <box>305 206 316 221</box>
section-header <box>504 1064 597 1081</box>
article-text: آزاد کشمیر کے عوام نے ہمیشہ اپنے حقوق کے لیے آواز بلند کی ہے اور اس سلسلے میں حکومت کو چاہیے کہ وہ عوامی مسائل کے حل کے لیے فوری اقدامات کرے۔ ریاست کے تمام علاقوں میں ترقیاتی کام جاری ہیں لیکن عوام کو درپیش مشکلات کا خاتمہ ابھی تک ممکن نہیں ہو سکا۔ سیاسی جماعتوں کو چاہیے کہ وہ مل کر کام کریں تاکہ خطے میں امن اور خوشحالی آ سکے۔ تعلیم، صحت اور روزگار کے شعبوں میں بہتری کی ضرورت ہے۔ 1947 کے بعد سے اب تک کشمیری عوام اپنی جدوجہد جاری رکھے ہوئے ہیں۔ <box>204 975 297 1140</box>
